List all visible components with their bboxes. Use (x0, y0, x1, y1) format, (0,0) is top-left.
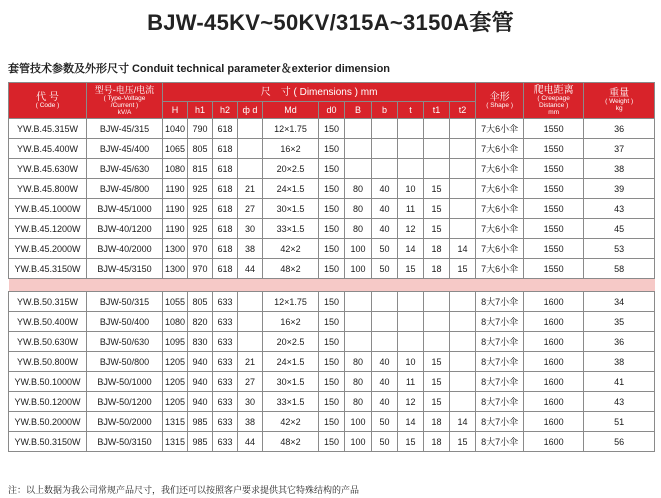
table-cell: 1550 (524, 219, 584, 239)
table-cell: 633 (213, 412, 238, 432)
table-cell (450, 179, 476, 199)
table-cell: 36 (584, 119, 655, 139)
table-cell: YW.B.50.400W (9, 312, 87, 332)
table-cell: 8大7小伞 (476, 292, 524, 312)
table-cell: 39 (584, 179, 655, 199)
table-cell (424, 119, 450, 139)
page-title: BJW-45KV~50KV/315A~3150A套管 (147, 10, 514, 35)
table-cell: 940 (188, 352, 213, 372)
table-cell: YW.B.45.630W (9, 159, 87, 179)
table-cell (450, 159, 476, 179)
table-cell: 33×1.5 (263, 219, 319, 239)
header-dim-col: t2 (450, 102, 476, 119)
table-cell: 8大7小伞 (476, 432, 524, 452)
table-cell: 820 (188, 312, 213, 332)
table-cell: 50 (372, 412, 398, 432)
table-row (9, 199, 655, 219)
table-cell: 44 (238, 432, 263, 452)
table-cell: YW.B.45.315W (9, 119, 87, 139)
table-cell: 150 (319, 239, 345, 259)
header-creepage: 爬电距离 ( Creepage Distance ) mm (524, 83, 584, 119)
table-cell (450, 119, 476, 139)
table-cell: 44 (238, 259, 263, 279)
table-cell: 12×1.75 (263, 119, 319, 139)
table-cell (424, 159, 450, 179)
table-cell: 10 (398, 352, 424, 372)
table-cell: 633 (213, 352, 238, 372)
table-cell: 618 (213, 159, 238, 179)
table-cell: 1190 (163, 199, 188, 219)
table-cell: 1550 (524, 119, 584, 139)
table-cell: 40 (372, 352, 398, 372)
table-cell (424, 332, 450, 352)
table-cell: 1095 (163, 332, 188, 352)
table-cell: 50 (372, 432, 398, 452)
table-cell (345, 139, 372, 159)
table-cell (450, 372, 476, 392)
table-cell: 925 (188, 199, 213, 219)
table-cell: YW.B.50.2000W (9, 412, 87, 432)
table-cell: YW.B.50.3150W (9, 432, 87, 452)
table-cell: 14 (398, 239, 424, 259)
table-row (9, 332, 655, 352)
table-row (9, 412, 655, 432)
table-cell: 1205 (163, 352, 188, 372)
table-cell (450, 292, 476, 312)
table-cell: 42×2 (263, 239, 319, 259)
table-cell: 38 (238, 412, 263, 432)
table-cell: 24×1.5 (263, 352, 319, 372)
table-cell: BJW-45/3150 (87, 259, 163, 279)
header-shape: 伞形 ( Shape ) (476, 83, 524, 119)
table-cell: YW.B.45.1200W (9, 219, 87, 239)
table-cell (450, 219, 476, 239)
table-cell: 633 (213, 372, 238, 392)
table-cell: 985 (188, 412, 213, 432)
table-cell: 48×2 (263, 432, 319, 452)
table-cell: 16×2 (263, 139, 319, 159)
table-cell: 940 (188, 392, 213, 412)
table-cell: 15 (424, 372, 450, 392)
table-cell: 15 (424, 392, 450, 412)
table-cell (372, 139, 398, 159)
table-cell: 8大7小伞 (476, 332, 524, 352)
table-cell (450, 139, 476, 159)
table-cell: BJW-50/1200 (87, 392, 163, 412)
table-cell: YW.B.45.2000W (9, 239, 87, 259)
table-cell: 50 (372, 239, 398, 259)
table-cell (238, 159, 263, 179)
table-cell: 618 (213, 179, 238, 199)
table-cell: 150 (319, 352, 345, 372)
table-cell: BJW-50/1000 (87, 372, 163, 392)
table-cell (450, 392, 476, 412)
header-dim-col: B (345, 102, 372, 119)
table-cell: 150 (319, 119, 345, 139)
table-cell: 18 (424, 432, 450, 452)
table-cell: 15 (398, 432, 424, 452)
table-cell (450, 312, 476, 332)
table-row (9, 139, 655, 159)
table-cell: BJW-45/315 (87, 119, 163, 139)
header-dim-col: H (163, 102, 188, 119)
table-cell (372, 332, 398, 352)
table-cell: 15 (424, 179, 450, 199)
table-cell: 8大7小伞 (476, 352, 524, 372)
table-cell: 42×2 (263, 412, 319, 432)
table-cell: 14 (450, 412, 476, 432)
table-cell: 21 (238, 352, 263, 372)
table-cell: 633 (213, 292, 238, 312)
table-cell: 38 (584, 159, 655, 179)
table-cell: 40 (372, 219, 398, 239)
table-cell: 633 (213, 312, 238, 332)
table-row (9, 372, 655, 392)
table-cell: 618 (213, 219, 238, 239)
table-cell: YW.B.45.400W (9, 139, 87, 159)
table-cell: BJW-50/3150 (87, 432, 163, 452)
table-row (9, 432, 655, 452)
table-cell (424, 312, 450, 332)
table-cell: 150 (319, 219, 345, 239)
table-cell: 14 (398, 412, 424, 432)
table-cell: YW.B.45.1000W (9, 199, 87, 219)
table-cell (398, 119, 424, 139)
table-cell: 7大6小伞 (476, 219, 524, 239)
table-cell: 150 (319, 179, 345, 199)
table-cell: 35 (584, 312, 655, 332)
table-cell: 36 (584, 332, 655, 352)
table-cell: 12 (398, 219, 424, 239)
table-cell: 24×1.5 (263, 179, 319, 199)
table-cell: 80 (345, 219, 372, 239)
header-dim-col: b (372, 102, 398, 119)
table-row (9, 119, 655, 139)
table-cell: 1055 (163, 292, 188, 312)
table-cell: BJW-45/1000 (87, 199, 163, 219)
table-cell: 30×1.5 (263, 199, 319, 219)
table-cell: 1600 (524, 432, 584, 452)
table-cell: 1300 (163, 239, 188, 259)
table-cell: 12 (398, 392, 424, 412)
table-cell: 7大6小伞 (476, 199, 524, 219)
table-cell (372, 119, 398, 139)
table-cell: 37 (584, 139, 655, 159)
table-cell: 51 (584, 412, 655, 432)
table-cell: 618 (213, 139, 238, 159)
table-cell: 790 (188, 119, 213, 139)
table-cell: YW.B.50.1200W (9, 392, 87, 412)
table-row (9, 312, 655, 332)
table-cell: 618 (213, 239, 238, 259)
table-cell: 1080 (163, 312, 188, 332)
table-cell: YW.B.45.800W (9, 179, 87, 199)
table-cell: 970 (188, 259, 213, 279)
table-cell: 633 (213, 332, 238, 352)
table-cell: BJW-40/2000 (87, 239, 163, 259)
table-cell: 11 (398, 372, 424, 392)
table-cell: 33×1.5 (263, 392, 319, 412)
table-cell: 100 (345, 412, 372, 432)
separator-cell (9, 279, 655, 292)
table-cell: 805 (188, 292, 213, 312)
table-cell: 1190 (163, 219, 188, 239)
table-cell (238, 119, 263, 139)
table-cell: 150 (319, 199, 345, 219)
table-cell: YW.B.50.630W (9, 332, 87, 352)
table-cell: 1550 (524, 179, 584, 199)
table-cell: YW.B.50.1000W (9, 372, 87, 392)
table-cell (372, 159, 398, 179)
table-cell: 1080 (163, 159, 188, 179)
table-cell: 1600 (524, 292, 584, 312)
table-cell: 27 (238, 199, 263, 219)
table-cell: 100 (345, 239, 372, 259)
table-cell: 12×1.75 (263, 292, 319, 312)
table-cell: 15 (450, 432, 476, 452)
table-cell: BJW-50/800 (87, 352, 163, 372)
table-cell: 45 (584, 219, 655, 239)
table-cell: 50 (372, 259, 398, 279)
table-cell: 80 (345, 352, 372, 372)
table-cell: 40 (372, 179, 398, 199)
table-cell: BJW-50/315 (87, 292, 163, 312)
table-cell: BJW-50/400 (87, 312, 163, 332)
table-cell: 1205 (163, 392, 188, 412)
table-row (9, 392, 655, 412)
table-cell: YW.B.50.315W (9, 292, 87, 312)
table-cell: 1600 (524, 332, 584, 352)
table-cell: 11 (398, 199, 424, 219)
table-cell: 1600 (524, 312, 584, 332)
table-cell: 40 (372, 199, 398, 219)
table-cell (424, 292, 450, 312)
table-cell (450, 199, 476, 219)
table-cell: 15 (424, 352, 450, 372)
table-cell: 1600 (524, 352, 584, 372)
table-cell: 40 (372, 392, 398, 412)
header-weight: 重量 ( Weight ) kg (584, 83, 655, 119)
table-cell: 100 (345, 259, 372, 279)
table-cell: 43 (584, 392, 655, 412)
table-cell: 940 (188, 372, 213, 392)
table-cell: 1550 (524, 139, 584, 159)
table-cell: 1190 (163, 179, 188, 199)
table-subtitle: 套管技术参数及外形尺寸 Conduit technical parameter＆exterior dimension (8, 63, 391, 75)
table-cell (398, 159, 424, 179)
table-cell: 8大7小伞 (476, 372, 524, 392)
header-code: 代 号 ( Code ) (9, 83, 87, 119)
header-type: 型号-电压/电流 ( Type-Voltage /Current ) kV/A (87, 83, 163, 119)
table-cell: 15 (398, 259, 424, 279)
table-cell: 43 (584, 199, 655, 219)
table-cell: 48×2 (263, 259, 319, 279)
table-cell: 34 (584, 292, 655, 312)
table-cell: 80 (345, 199, 372, 219)
header-dim-col: t1 (424, 102, 450, 119)
table-cell (398, 332, 424, 352)
table-cell: BJW-45/400 (87, 139, 163, 159)
table-cell: 14 (450, 239, 476, 259)
footnote: 注：以上数据为我公司常规产品尺寸，我们还可以按照客户要求提供其它特殊结构的产品 (8, 485, 360, 495)
table-cell: 1550 (524, 259, 584, 279)
table-cell: 805 (188, 139, 213, 159)
table-cell: BJW-40/1200 (87, 219, 163, 239)
header-dim-col: ф d (238, 102, 263, 119)
table-cell: 7大6小伞 (476, 139, 524, 159)
table-cell: 150 (319, 259, 345, 279)
table-cell: 10 (398, 179, 424, 199)
table-cell: 15 (424, 219, 450, 239)
table-cell (372, 312, 398, 332)
table-cell: 80 (345, 392, 372, 412)
table-cell: 8大7小伞 (476, 412, 524, 432)
table-cell: 15 (424, 199, 450, 219)
table-cell: 18 (424, 259, 450, 279)
header-dim-col: Md (263, 102, 319, 119)
header-dim-col: h2 (213, 102, 238, 119)
table-cell: 7大6小伞 (476, 239, 524, 259)
table-cell (372, 292, 398, 312)
table-cell (398, 312, 424, 332)
table-cell: 18 (424, 239, 450, 259)
table-cell: 150 (319, 392, 345, 412)
header-dim-col: h1 (188, 102, 213, 119)
table-cell (238, 139, 263, 159)
table-row (9, 292, 655, 312)
table-cell: 20×2.5 (263, 159, 319, 179)
table-row (9, 159, 655, 179)
table-cell: 970 (188, 239, 213, 259)
table-row (9, 179, 655, 199)
table-cell: 1550 (524, 199, 584, 219)
parameter-table (8, 82, 655, 452)
table-cell: 7大6小伞 (476, 119, 524, 139)
table-cell: 150 (319, 372, 345, 392)
table-cell: 38 (238, 239, 263, 259)
table-cell: 1550 (524, 159, 584, 179)
table-cell: 925 (188, 219, 213, 239)
table-cell (424, 139, 450, 159)
table-cell: 38 (584, 352, 655, 372)
group-separator (9, 279, 655, 292)
table-cell: 633 (213, 432, 238, 452)
table-cell: 8大7小伞 (476, 392, 524, 412)
table-cell: 150 (319, 432, 345, 452)
table-cell (398, 139, 424, 159)
table-cell: 27 (238, 372, 263, 392)
table-cell: 925 (188, 179, 213, 199)
table-cell: 1300 (163, 259, 188, 279)
table-cell: 830 (188, 332, 213, 352)
table-cell (398, 292, 424, 312)
table-cell: 18 (424, 412, 450, 432)
table-cell: 15 (450, 259, 476, 279)
header-dim-col: d0 (319, 102, 345, 119)
table-cell: 1600 (524, 392, 584, 412)
table-cell: 58 (584, 259, 655, 279)
header-dimensions: 尺 寸 ( Dimensions ) mm (163, 83, 476, 102)
table-cell: BJW-45/630 (87, 159, 163, 179)
table-cell: 1065 (163, 139, 188, 159)
table-cell (450, 352, 476, 372)
table-row (9, 259, 655, 279)
table-cell: 41 (584, 372, 655, 392)
table-cell: 150 (319, 139, 345, 159)
table-cell: 30 (238, 219, 263, 239)
table-cell: 1600 (524, 372, 584, 392)
table-cell: 618 (213, 119, 238, 139)
table-cell (345, 292, 372, 312)
table-cell: 30 (238, 392, 263, 412)
table-cell: 21 (238, 179, 263, 199)
table-cell: 618 (213, 199, 238, 219)
table-cell: 150 (319, 292, 345, 312)
table-cell: 633 (213, 392, 238, 412)
table-cell: 150 (319, 159, 345, 179)
table-cell: BJW-45/800 (87, 179, 163, 199)
table-cell: 53 (584, 239, 655, 259)
table-cell (345, 332, 372, 352)
table-cell (345, 312, 372, 332)
table-cell: 16×2 (263, 312, 319, 332)
table-cell: 1600 (524, 412, 584, 432)
table-cell: 1040 (163, 119, 188, 139)
table-cell: YW.B.50.800W (9, 352, 87, 372)
table-cell: 985 (188, 432, 213, 452)
table-row (9, 352, 655, 372)
table-cell: 815 (188, 159, 213, 179)
table-cell: 150 (319, 332, 345, 352)
table-row (9, 219, 655, 239)
table-cell: 7大6小伞 (476, 159, 524, 179)
table-cell: 80 (345, 372, 372, 392)
table-cell: 618 (213, 259, 238, 279)
table-cell (238, 292, 263, 312)
table-cell: 1205 (163, 372, 188, 392)
header-dim-col: t (398, 102, 424, 119)
table-cell: BJW-50/630 (87, 332, 163, 352)
table-cell: 40 (372, 372, 398, 392)
table-cell (238, 332, 263, 352)
table-cell: 20×2.5 (263, 332, 319, 352)
table-cell (450, 332, 476, 352)
table-cell: 100 (345, 432, 372, 452)
table-header (9, 83, 655, 119)
table-cell: YW.B.45.3150W (9, 259, 87, 279)
table-cell: 30×1.5 (263, 372, 319, 392)
table-cell: BJW-50/2000 (87, 412, 163, 432)
table-row (9, 239, 655, 259)
table-cell (238, 312, 263, 332)
table-cell (345, 119, 372, 139)
table-cell (345, 159, 372, 179)
table-cell: 56 (584, 432, 655, 452)
table-cell: 150 (319, 312, 345, 332)
table-body (9, 119, 655, 452)
table-cell: 7大6小伞 (476, 179, 524, 199)
table-cell: 7大6小伞 (476, 259, 524, 279)
table-cell: 1315 (163, 432, 188, 452)
table-cell: 8大7小伞 (476, 312, 524, 332)
table-cell: 1315 (163, 412, 188, 432)
table-cell: 150 (319, 412, 345, 432)
table-cell: 1550 (524, 239, 584, 259)
table-cell: 80 (345, 179, 372, 199)
